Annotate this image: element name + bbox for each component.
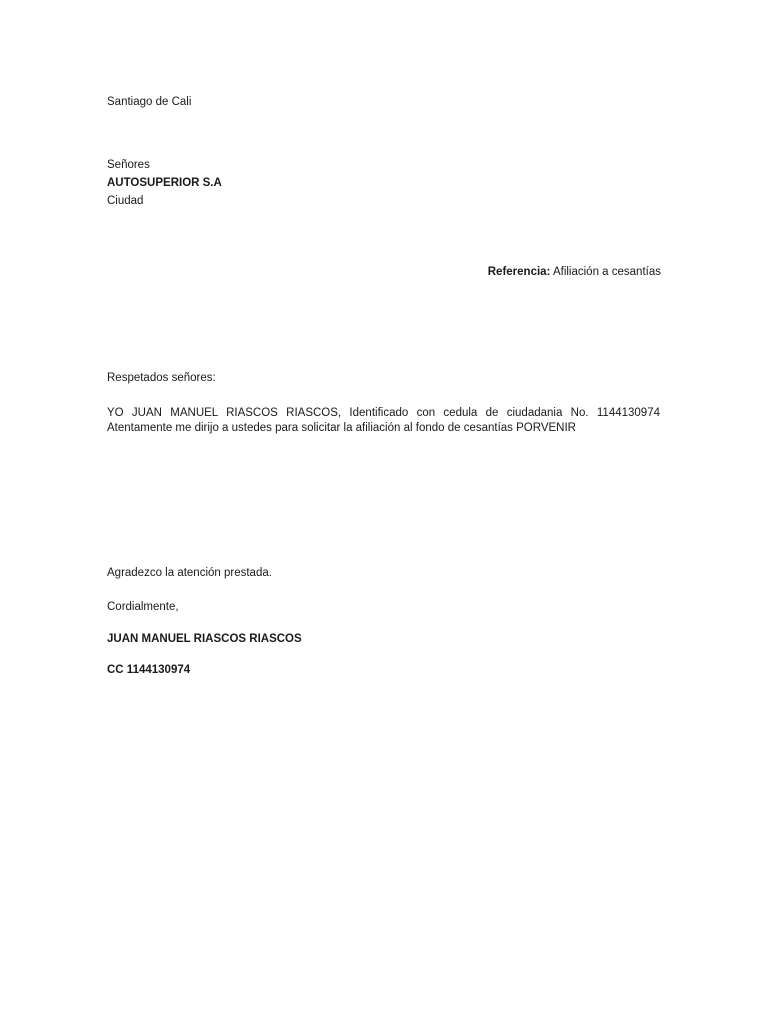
greeting: Respetados señores: — [107, 372, 216, 384]
signer-name: JUAN MANUEL RIASCOS RIASCOS — [107, 633, 302, 645]
reference-line — [488, 265, 661, 279]
recipient-city: Ciudad — [107, 195, 144, 207]
signer-id: CC 1144130974 — [107, 664, 191, 676]
recipient-salutation: Señores — [107, 159, 150, 171]
thanks-line: Agradezco la atención prestada. — [107, 567, 272, 579]
body-line-1: YO JUAN MANUEL RIASCOS RIASCOS, Identificado con cedula de ciudadania No. 1144130974 — [107, 407, 660, 419]
reference-text: Afiliación a cesantías — [552, 266, 661, 278]
recipient-company: AUTOSUPERIOR S.A — [107, 177, 222, 189]
closing-line: Cordialmente, — [107, 601, 179, 613]
letter-place: Santiago de Cali — [107, 96, 192, 108]
body-line-2: Atentamente me dirijo a ustedes para solicitar la afiliación al fondo de cesantías PORVENIR — [107, 422, 576, 434]
reference-label: Referencia: — [487, 266, 551, 278]
body-paragraph — [107, 406, 660, 436]
